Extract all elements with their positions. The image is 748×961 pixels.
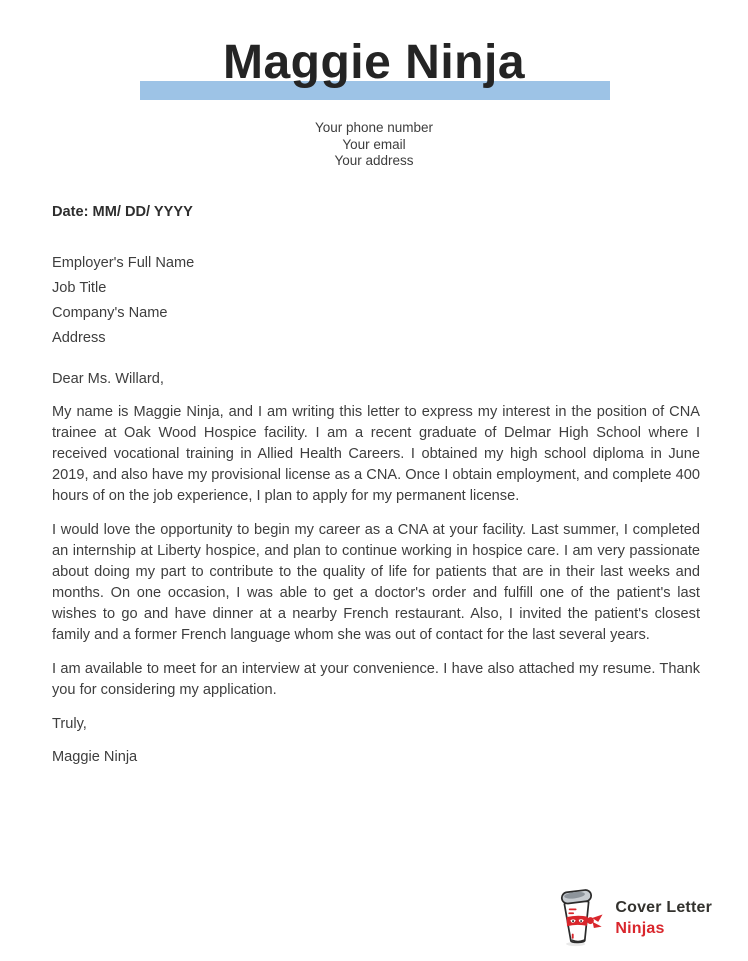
contact-address: Your address bbox=[334, 153, 414, 168]
recipient-block bbox=[52, 251, 700, 351]
brand-name-line2: Ninjas bbox=[615, 920, 665, 937]
signature: Maggie Ninja bbox=[52, 749, 138, 765]
date-line: Date: MM/ DD/ YYYY bbox=[52, 204, 193, 220]
paragraph-1: My name is Maggie Ninja, and I am writing this letter to express my interest in the position of CNA trainee at Oak Wood Hospice facility. I am a recent graduate of Delmar High School where I received vocational training in Allied Health Careers. I obtained my high school diploma in June 2019, and also have my provisional license as a CNA. Once I obtain employment, and complete 400 hours of on the job experience, I plan to apply for my permanent license. bbox=[52, 404, 700, 504]
contact-block bbox=[0, 120, 748, 170]
contact-phone: Your phone number bbox=[314, 120, 434, 135]
page-title: Maggie Ninja bbox=[222, 36, 526, 89]
paragraph-2: I would love the opportunity to begin my career as a CNA at your facility. Last summer, I completed an internship at Liberty hospice, and plan to continue working in hospice care. I am very passionate about doing my part to contribute to the quality of life for patients that are in their last weeks and months. On one occasion, I was able to get a doctor's order and fulfill one of the patient's last wishes to go and have dinner at a nearby French restaurant. Also, I invited the patient's closest family and a former French language whom she was out of contact for the last several years. bbox=[52, 522, 700, 643]
brand-name-line1: Cover Letter bbox=[615, 899, 712, 916]
brand-text bbox=[615, 897, 712, 939]
brand-logo bbox=[554, 888, 712, 948]
contact-email: Your email bbox=[342, 136, 406, 152]
recipient-address: Address bbox=[52, 330, 106, 346]
recipient-name: Employer's Full Name bbox=[52, 255, 195, 271]
ninja-scroll-icon bbox=[554, 888, 606, 948]
paragraph-3: I am available to meet for an interview at your convenience. I have also attached my resume. Thank you for considering my application. bbox=[52, 661, 700, 698]
recipient-job-title: Job Title bbox=[52, 280, 107, 296]
letter-body bbox=[52, 202, 700, 768]
recipient-company: Company's Name bbox=[52, 305, 168, 321]
closing: Truly, bbox=[52, 716, 87, 732]
greeting: Dear Ms. Willard, bbox=[52, 371, 164, 387]
